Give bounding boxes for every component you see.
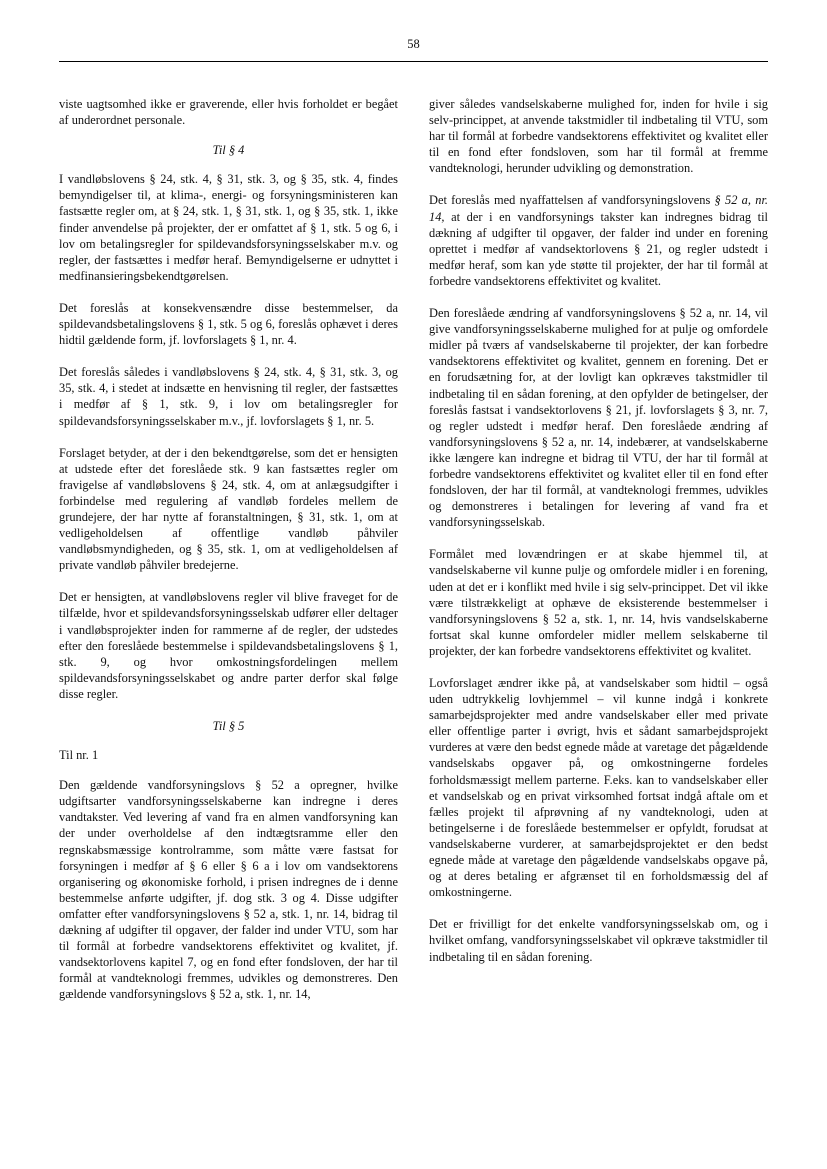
header-rule (59, 61, 768, 62)
paragraph-text: at der i en vandforsynings takster kan indregnes bidrag til dækning af udgifter til opgaver, der falder ind under en forening oprettet i medfør af vandsektorlovens § 21, og regler udstedt i medfør heraf, som kan yde støtte til projekter, der har til formål at forbedre vandsektorens effektivitet og kvalitet. (429, 209, 768, 288)
right-column (429, 96, 768, 981)
paragraph: Det foreslås at konsekvensændre disse bestemmelser, da spildevandsbetalingslovens § 1, stk. 5 og 6, foreslås ophævet i deres hidtil gældende form, jf. lovforslagets § 1, nr. 4. (59, 300, 398, 348)
paragraph: Den foreslåede ændring af vandforsyningslovens § 52 a, nr. 14, vil give vandforsyningsselskaberne mulighed for at pulje og omfordele midler på tværs af vandselskaberne til projekter, der kan forbedre vandsektorens effektivitet og kvalitet, gennem en forening. Det er en forudsætning for, at der lovligt kan opkræves takstmidler til indbetaling til en sådan forening, at den opfylder de betingelser, der foreslås fastsat i vandsektorlovens § 21, jf. lovforslagets § 3, nr. 7, og regler udstedt i medfør heraf. Den foreslåede ændring af vandforsyningslovens § 52 a, nr. 14, indebærer, at vandselskaberne ikke længere kan indregne et bidrag til VTU, der har til formål at forbedre vandsektorens effektivitet og kvalitet eller til en fond efter fondsloven, der har til formål, at vandteknologi fremmes, udvikles og demonstreres i betalingen for levering af vand fra et vandforsyningsselskab. (429, 306, 768, 530)
paragraph: Formålet med lovændringen er at skabe hjemmel til, at vandselskaberne vil kunne pulje og omfordele midler i en forening, uden at det er i konflikt med hvile i sig selv-princippet. Det vil ikke være tilstrækkeligt at ophæve de eksisterende bestemmelser i vandforsyningslovens § 52 a, stk. 1, nr. 14, hvis vandselskaberne fortsat skal kunne omfordeler midler mellem selskaberne til projekter, der kan forbedre vandsektorens effektivitet og kvalitet. (429, 547, 768, 658)
paragraph: Det er hensigten, at vandløbslovens regler vil blive fraveget for de tilfælde, hvor et spildevandsforsyningsselskab udfører eller deltager i vandløbsprojekter inden for rammerne af de regler, der udstedes efter den foreslåede bestemmelse i spildevandsbetalingslovens § 1, stk. 9, og hvor omkostningsfordelingen mellem spildevandsforsyningsselskabet og andre parter derfor skal følge disse regler. (59, 590, 398, 701)
subheading-til-nr-1: Til nr. 1 (59, 748, 99, 763)
paragraph: Forslaget betyder, at der i den bekendtgørelse, som det er hensigten at udstede efter det foreslåede stk. 9 kan fastsættes regler om fravigelse af vandløbslovens § 24, stk. 4, om at anlægsudgifter i forbindelse med regulering af vandløb fordeles mellem de grundejere, der har nytte af foranstaltningen, § 31, stk. 1, om at vedligeholdelsen af offentlige vandløb påhviler vandløbsmyndigheden, og § 35, stk. 1, om at vedligeholdelsen af private vandløb påhviler bredejerne. (59, 445, 398, 573)
page-number: 58 (407, 37, 420, 51)
section-heading-til-4: Til § 4 (212, 143, 245, 158)
section-heading-til-5: Til § 5 (212, 719, 245, 733)
paragraph: Lovforslaget ændrer ikke på, at vandselskaber som hidtil – også uden udtrykkelig lovhjemmel – vil kunne indgå i konkrete samarbejdsprojekter med andre vandselskaber eller med private eller offentlige parter i øvrigt, hvis et sådant samarbejdsprojekt vurderes at være den bedst egnede måde at varetage det pågældende vandselskabs opgaver på, og omkostningerne fordeles forholdsmæssigt mellem parterne. F.eks. kan to vandselskaber eller et vandselskab og en privat virksomhed fortsat indgå aftale om et fælles projekt til afprøvning af ny vandteknologi, uden at betingelserne i de foreslåede bestemmelser er opfyldt, forudsat at vandselskaberne vurderer, at samarbejdsprojektet er den bedst egnede måde at varetage den pågældende vandselskabs opgave på, og at deres betaling er afgrænset til en forholdsmæssig del af omkostningerne. (429, 676, 768, 900)
left-column (59, 96, 398, 1019)
paragraph: Det foreslås således i vandløbslovens § 24, stk. 4, § 31, stk. 3, og 35, stk. 4, i stedet at indsætte en henvisning til regler, der fastsættes i medfør af § 1, stk. 9, i lov om betalingsregler for spildevandsforsyningsselskaber m.v., jf. lovforslagets § 1, nr. 5. (59, 365, 398, 428)
paragraph: I vandløbslovens § 24, stk. 4, § 31, stk. 3, og § 35, stk. 4, findes bemyndigelser til, at klima-, energi- og forsyningsministeren kan fastsætte regler om, at § 24, stk. 1, § 31, stk. 1, og § 35, stk. 1, ikke finder anvendelse på projekter, der er omfattet af § 1, stk. 5 og 6, i lov om betalingsregler for spildevandsforsyningsselskaber m.v. og regler, der fastsættes i medfør heraf. Bemyndigelserne er udnyttet i medfinansieringsbekendtgørelsen. (59, 172, 398, 283)
paragraph: Den gældende vandforsyningslovs § 52 a opregner, hvilke udgiftsarter vandforsyningsselskaberne kan indregne i deres vandtakster. Ved levering af vand fra en almen vandforsyning kan der under overholdelse af den indtægtsramme eller den regnskabsmæssige kontrolramme, som måtte være fastsat for forsyningen i medfør af § 6 eller § 6 a i lov om vandsektorens organisering og økonomiske forhold, i prisen indregnes de i denne bestemmelse anførte udgifter, jf. dog stk. 3 og 4. Disse udgifter omfatter efter vandforsyningslovens § 52 a, stk. 1, nr. 14, bidrag til dækning af udgifter til opgaver, der falder ind under VTU, som har til formål at forbedre vandsektorens effektivitet og kvalitet, jf. vandsektorlovens kapitel 7, og en fond efter fondsloven, der har til formål at vandteknologi fremmes, udvikles og demonstreres. Den gældende vandforsyningslovs § 52 a, stk. 1, nr. 14, (59, 778, 398, 1002)
paragraph: giver således vandselskaberne mulighed for, inden for hvile i sig selv-princippet, at anvende takstmidler til indbetaling til VTU, som har til formål at forbedre vandsektorens effektivitet og kvalitet eller til en fond efter fondsloven, som har til formål at fremme vandteknologi, herunder udvikling og demonstration. (429, 97, 768, 176)
paragraph: viste uagtsomhed ikke er graverende, eller hvis forholdet er begået af underordnet personale. (59, 97, 398, 128)
paragraph (429, 192, 768, 289)
paragraph: Det er frivilligt for det enkelte vandforsyningsselskab om, og i hvilket omfang, vandforsyningsselskabet vil opkræve takstmidler til indbetaling til en sådan forening. (429, 917, 768, 964)
paragraph-text: Det foreslås med nyaffattelsen af vandforsyningslovens (429, 193, 715, 208)
law-reference: § 52 a, nr. 14, (429, 193, 768, 224)
